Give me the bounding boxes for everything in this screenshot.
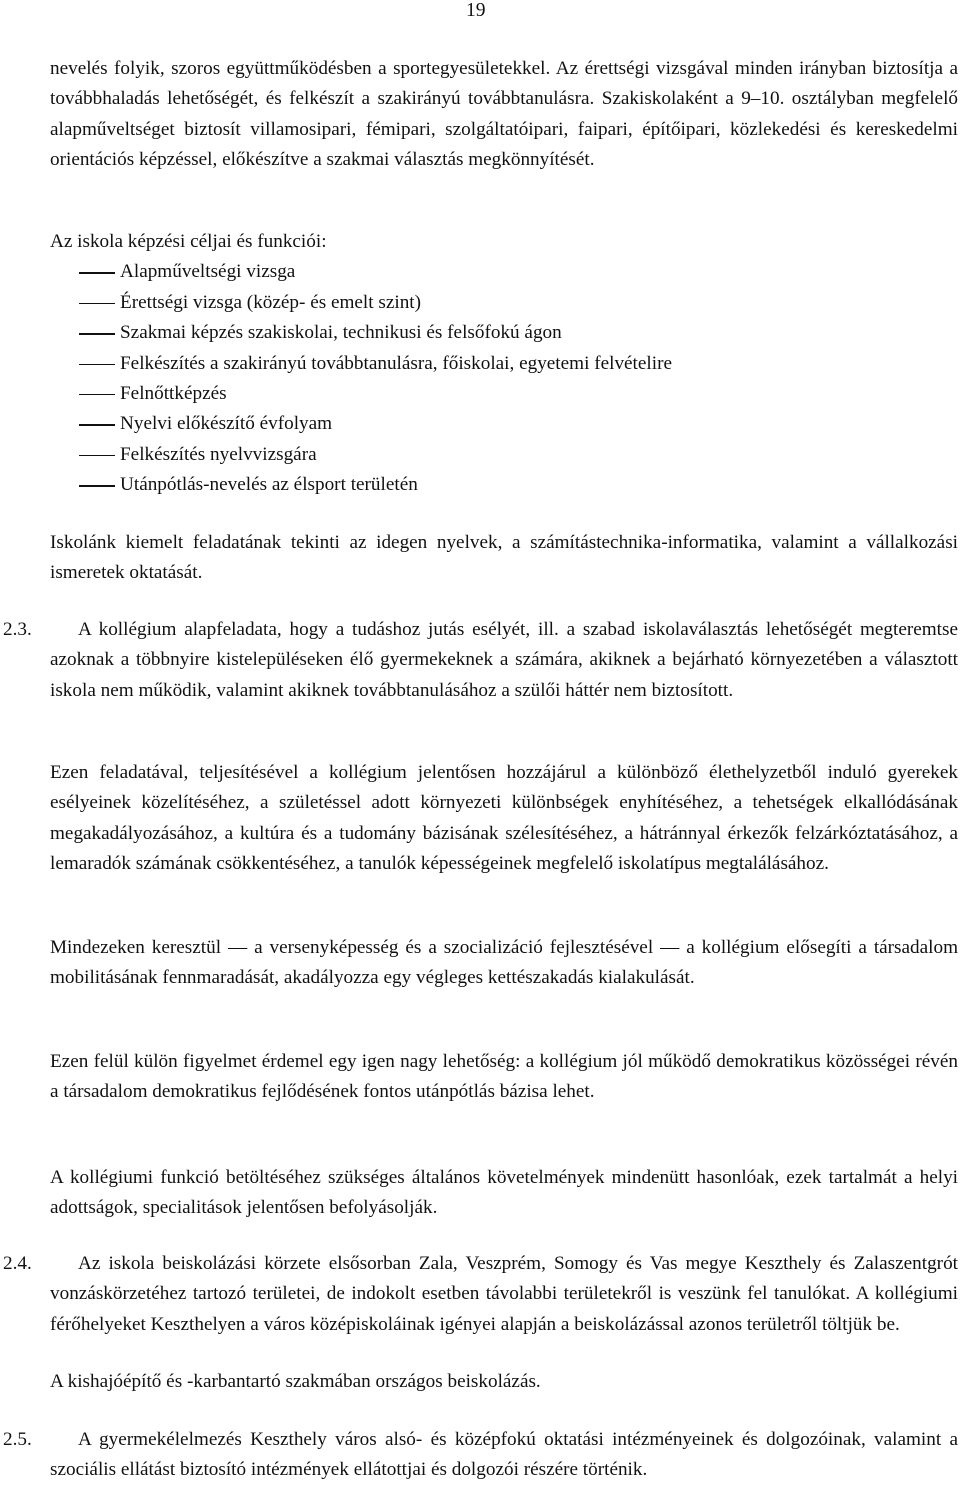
list-heading: Az iskola képzési céljai és funkciói: xyxy=(50,231,327,252)
list-item: Felkészítés nyelvvizsgára xyxy=(50,440,327,470)
page-number: 19 xyxy=(466,0,486,21)
paragraph-section-2-3: A kollégium alapfeladata, hogy a tudáshoz jutás esélyét, ill. a szabad iskolaválasztás lehetőségét megteremtse azoknak a többnyire kistelepüléseken élő gyermekeknek a számára, akiknek a bejárható környezetében a választott iskola nem működik, valamint akiknek továbbtanulásához a szülői háttér nem biztosított. xyxy=(50,619,958,701)
list-item: Nyelvi előkészítő évfolyam xyxy=(50,409,327,439)
paragraph-social-mobility: Mindezeken keresztül — a versenyképesség és a szocializáció fejlesztésével — a kollégium elősegíti a társadalom mobilitásának fennmaradását, akadályozza egy végleges kettészakadás kialakulását. xyxy=(50,937,958,989)
section-number-2-5: 2.5. xyxy=(3,1429,32,1450)
paragraph-school-intro: nevelés folyik, szoros együttműködésben a sportegyesületekkel. Az érettségi vizsgával minden irányban biztosítja a továbbhaladás lehetőségét, és felkészít a szakirányú továbbtanulásra. Szakiskolaként a 9–10. osztályban megfelelő alapműveltséget biztosít villamosipari, fémipari, szolgáltatóipari, faipari, építőipari, közlekedési és kereskedelmi orientációs képzéssel, előkészítve a szakmai választás megkönnyítését. xyxy=(50,58,958,171)
section-number-2-3: 2.3. xyxy=(3,619,32,640)
list-item: Alapműveltségi vizsga xyxy=(50,257,327,287)
dash-icon xyxy=(79,364,115,366)
training-goals-list xyxy=(50,227,672,501)
list-item: Szakmai képzés szakiskolai, technikusi és felsőfokú ágon xyxy=(50,318,327,348)
list-item: Érettségi vizsga (közép- és emelt szint) xyxy=(50,288,327,318)
dash-icon xyxy=(79,272,115,274)
paragraph-requirements: A kollégiumi funkció betöltéséhez szükséges általános követelmények mindenütt hasonlóak, ezek tartalmát a helyi adottságok, specialitások jelentősen befolyásolják. xyxy=(50,1167,958,1219)
paragraph-national-enrollment: A kishajóépítő és -karbantartó szakmában országos beiskolázás. xyxy=(50,1371,541,1392)
section-number-2-4: 2.4. xyxy=(3,1253,32,1274)
dash-icon xyxy=(79,303,115,305)
paragraph-democratic-community: Ezen felül külön figyelmet érdemel egy igen nagy lehetőség: a kollégium jól működő demokratikus közösségei révén a társadalom demokratikus fejlődésének fontos utánpótlás bázisa lehet. xyxy=(50,1051,958,1103)
list-item: Felkészítés a szakirányú továbbtanulásra, főiskolai, egyetemi felvételire xyxy=(50,349,327,379)
paragraph-dormitory-role: Ezen feladatával, teljesítésével a kollégium jelentősen hozzájárul a különböző élethelyzetből induló gyerekek esélyeinek közelítéséhez, a születéssel adott környezeti különbségek enyhítéséhez, a tehetségek elkallódásának megakadályozásához, a kultúra és a tudomány bázisának szélesítéséhez, a hátránnyal érkezők felzárkóztatásához, a lemaradók számának csökkentéséhez, a tanulók képességeinek megfelelő iskolatípus megtalálásához. xyxy=(50,762,958,875)
dash-icon xyxy=(79,424,115,426)
dash-icon xyxy=(79,485,115,487)
list-item: Felnőttképzés xyxy=(50,379,327,409)
paragraph-section-2-5: A gyermekélelmezés Keszthely város alsó- és középfokú oktatási intézményeinek és dolgozóinak, valamint a szociális ellátást biztosító intézmények ellátottjai és dolgozói részére történik. xyxy=(50,1429,958,1481)
dash-icon xyxy=(79,455,115,457)
list-item: Utánpótlás-nevelés az élsport területén xyxy=(50,470,327,500)
dash-icon xyxy=(79,333,115,335)
paragraph-priorities: Iskolánk kiemelt feladatának tekinti az idegen nyelvek, a számítástechnika-informatika, valamint a vállalkozási ismeretek oktatását. xyxy=(50,532,958,584)
paragraph-section-2-4: Az iskola beiskolázási körzete elsősorban Zala, Veszprém, Somogy és Vas megye Keszthely és Zalaszentgrót vonzáskörzetéhez tartozó területei, de indokolt esetben távolabbi területekről is veszünk fel tanulókat. A kollégiumi férőhelyeket Keszthelyen a város középiskoláinak igényei alapján a beiskolázással azonos területről töltjük be. xyxy=(50,1253,958,1335)
dash-icon xyxy=(79,394,115,396)
